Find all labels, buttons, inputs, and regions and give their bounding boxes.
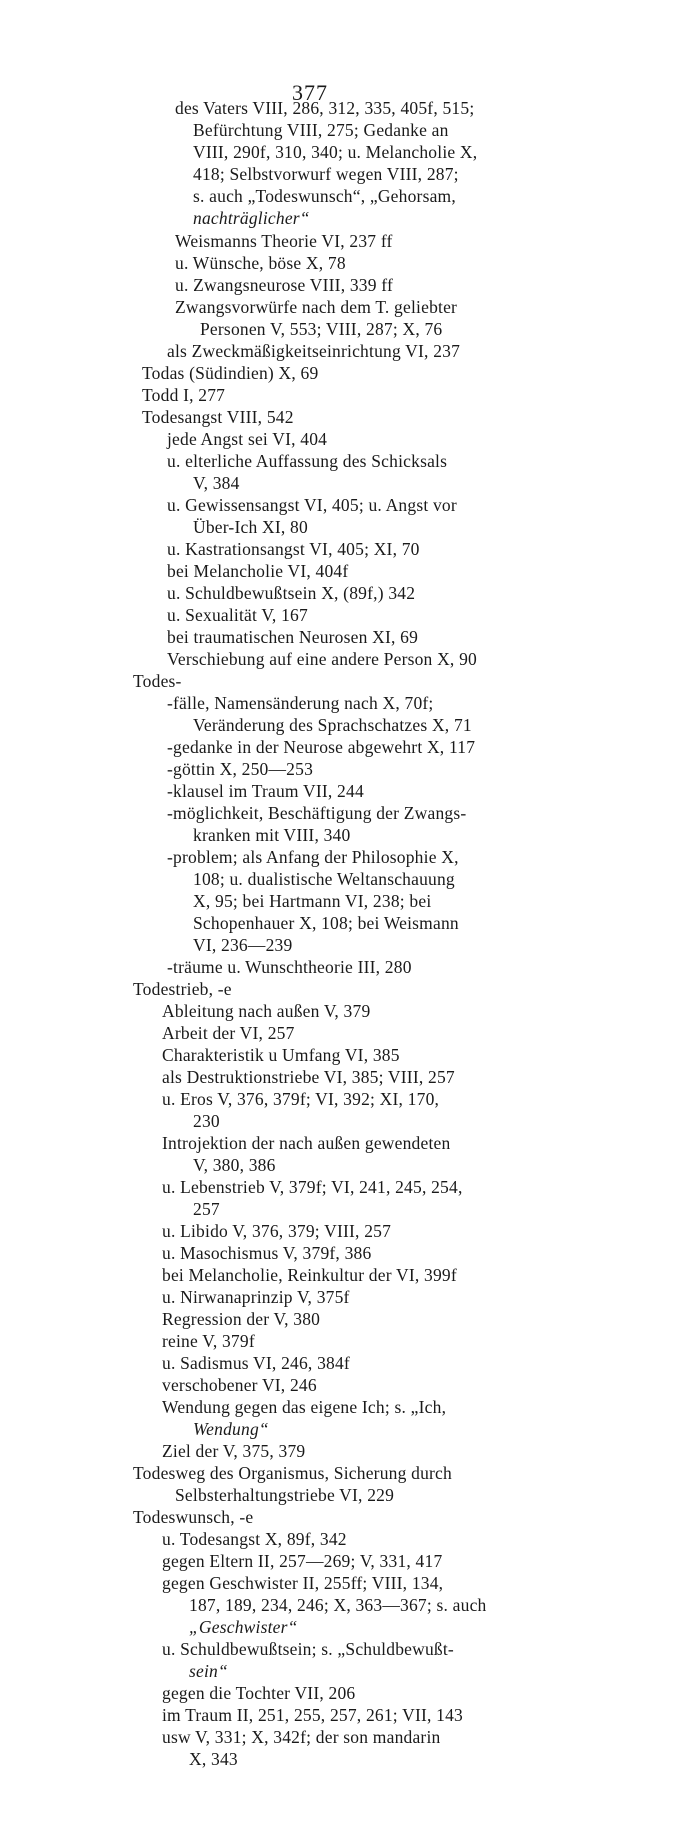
index-line: gegen die Tochter VII, 206 [162, 1683, 356, 1703]
index-line: VI, 236—239 [193, 935, 293, 955]
index-line: -gedanke in der Neurose abgewehrt X, 117 [167, 737, 476, 757]
index-line: „Geschwister“ [189, 1617, 298, 1637]
index-line: s. auch „Todeswunsch“, „Gehorsam, [193, 186, 456, 206]
index-line: gegen Geschwister II, 255ff; VIII, 134, [162, 1573, 444, 1593]
index-line: u. elterliche Auffassung des Schicksals [167, 451, 448, 471]
index-line: V, 384 [193, 473, 240, 493]
index-line: u. Sadismus VI, 246, 384f [162, 1353, 350, 1373]
index-line: Weismanns Theorie VI, 237 ff [175, 231, 393, 251]
index-line: u. Sexualität V, 167 [167, 605, 308, 625]
index-line: Befürchtung VIII, 275; Gedanke an [193, 120, 449, 140]
index-line: -möglichkeit, Beschäftigung der Zwangs- [167, 803, 467, 823]
index-line: u. Schuldbewußtsein X, (89f,) 342 [167, 583, 416, 603]
index-line: u. Zwangsneurose VIII, 339 ff [175, 275, 394, 295]
index-line: Wendung gegen das eigene Ich; s. „Ich, [162, 1397, 447, 1417]
index-line: Todes- [133, 671, 182, 691]
index-line: VIII, 290f, 310, 340; u. Melancholie X, [193, 142, 478, 162]
index-line: jede Angst sei VI, 404 [167, 429, 328, 449]
index-line: reine V, 379f [162, 1331, 255, 1351]
index-line: u. Todesangst X, 89f, 342 [162, 1529, 347, 1549]
index-line: usw V, 331; X, 342f; der son mandarin [162, 1727, 441, 1747]
page-number: 377 [292, 80, 328, 105]
index-line: bei Melancholie VI, 404f [167, 561, 349, 581]
index-line: als Zweckmäßigkeitseinrichtung VI, 237 [167, 341, 461, 361]
index-line: X, 343 [189, 1749, 238, 1769]
index-line: Ableitung nach außen V, 379 [162, 1001, 371, 1021]
index-line: V, 380, 386 [193, 1155, 276, 1175]
index-line: X, 95; bei Hartmann VI, 238; bei [193, 891, 432, 911]
index-line: 257 [193, 1199, 220, 1219]
index-line: des Vaters VIII, 286, 312, 335, 405f, 515; [175, 98, 475, 118]
index-line: Ziel der V, 375, 379 [162, 1441, 306, 1461]
index-line: Arbeit der VI, 257 [162, 1023, 295, 1043]
index-line: Personen V, 553; VIII, 287; X, 76 [200, 319, 443, 339]
index-line: Zwangsvorwürfe nach dem T. geliebter [175, 297, 458, 317]
index-line: Regression der V, 380 [162, 1309, 321, 1329]
index-line: als Destruktionstriebe VI, 385; VIII, 257 [162, 1067, 455, 1087]
index-line: -fälle, Namensänderung nach X, 70f; [167, 693, 434, 713]
index-line: sein“ [189, 1661, 228, 1681]
index-line: gegen Eltern II, 257—269; V, 331, 417 [162, 1551, 443, 1571]
index-line: u. Gewissensangst VI, 405; u. Angst vor [167, 495, 457, 515]
index-line: u. Wünsche, böse X, 78 [175, 253, 346, 273]
index-line: im Traum II, 251, 255, 257, 261; VII, 143 [162, 1705, 464, 1725]
index-line: kranken mit VIII, 340 [193, 825, 351, 845]
index-line: nachträglicher“ [193, 208, 310, 228]
index-line: u. Nirwanaprinzip V, 375f [162, 1287, 350, 1307]
index-line: verschobener VI, 246 [162, 1375, 317, 1395]
index-line: u. Masochismus V, 379f, 386 [162, 1243, 372, 1263]
index-line: u. Libido V, 376, 379; VIII, 257 [162, 1221, 392, 1241]
index-line: -göttin X, 250—253 [167, 759, 314, 779]
index-line: 108; u. dualistische Weltanschauung [193, 869, 455, 889]
index-line: -problem; als Anfang der Philosophie X, [167, 847, 459, 867]
index-line: Todestrieb, -e [133, 979, 232, 999]
index-line: 187, 189, 234, 246; X, 363—367; s. auch [189, 1595, 487, 1615]
index-line: Todas (Südindien) X, 69 [142, 363, 319, 383]
index-line: Todeswunsch, -e [133, 1507, 254, 1527]
index-line: 418; Selbstvorwurf wegen VIII, 287; [193, 164, 459, 184]
index-line: Veränderung des Sprachschatzes X, 71 [193, 715, 472, 735]
index-line: Über-Ich XI, 80 [193, 517, 308, 537]
index-line: 230 [193, 1111, 220, 1131]
index-line: u. Kastrationsangst VI, 405; XI, 70 [167, 539, 420, 559]
index-line: u. Eros V, 376, 379f; VI, 392; XI, 170, [162, 1089, 440, 1109]
index-line: u. Schuldbewußtsein; s. „Schuldbewußt- [162, 1639, 454, 1659]
index-line: -träume u. Wunschtheorie III, 280 [167, 957, 412, 977]
index-line: bei Melancholie, Reinkultur der VI, 399f [162, 1265, 457, 1285]
index-line: Charakteristik u Umfang VI, 385 [162, 1045, 400, 1065]
index-line: u. Lebenstrieb V, 379f; VI, 241, 245, 254, [162, 1177, 463, 1197]
index-line: Selbsterhaltungstriebe VI, 229 [175, 1485, 395, 1505]
index-line: Verschiebung auf eine andere Person X, 90 [167, 649, 477, 669]
index-line: Wendung“ [193, 1419, 269, 1439]
index-line: Todesangst VIII, 542 [142, 407, 294, 427]
index-line: bei traumatischen Neurosen XI, 69 [167, 627, 419, 647]
index-line: Schopenhauer X, 108; bei Weismann [193, 913, 459, 933]
index-line: -klausel im Traum VII, 244 [167, 781, 364, 801]
index-line: Introjektion der nach außen gewendeten [162, 1133, 451, 1153]
index-line: Todd I, 277 [142, 385, 226, 405]
index-line: Todesweg des Organismus, Sicherung durch [133, 1463, 452, 1483]
